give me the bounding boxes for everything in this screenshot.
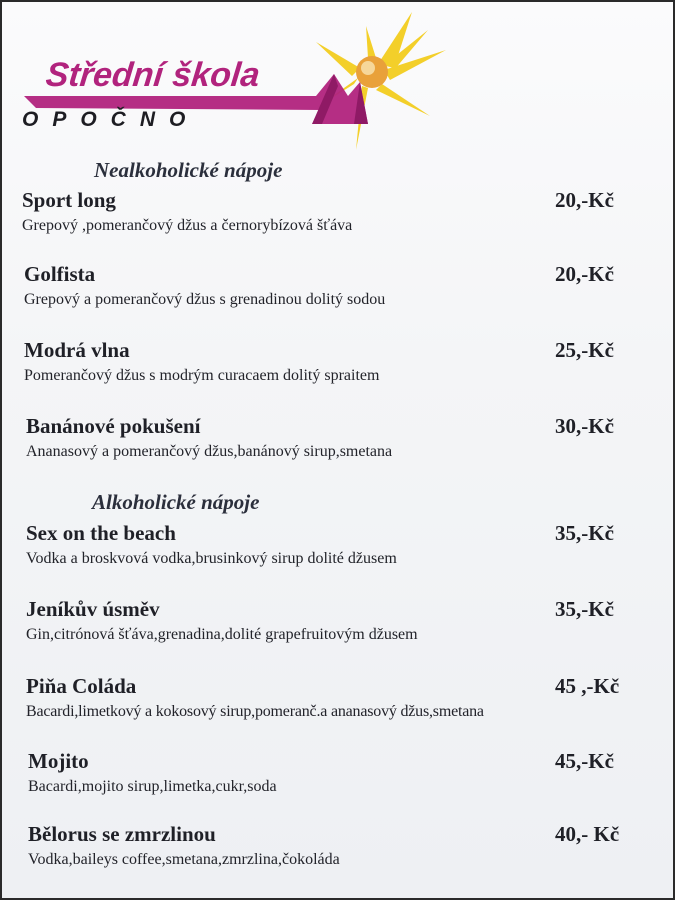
item-price: 40,- Kč bbox=[555, 822, 620, 846]
menu-item bbox=[2, 338, 675, 398]
item-price: 20,-Kč bbox=[555, 188, 614, 212]
item-name: Bělorus se zmrzlinou bbox=[28, 822, 216, 846]
item-description: Pomerančový džus s modrým curacaem dolitý spraitem bbox=[24, 367, 380, 384]
item-name: Banánové pokušení bbox=[26, 414, 201, 438]
menu-item bbox=[2, 262, 675, 322]
item-name: Piňa Coláda bbox=[26, 674, 137, 698]
menu-item bbox=[2, 597, 675, 657]
item-name: Mojito bbox=[28, 749, 89, 773]
section-title-nonalcoholic: Nealkoholické nápoje bbox=[94, 158, 283, 182]
item-description: Grepový ,pomerančový džus a černorybízová šťáva bbox=[22, 217, 353, 234]
item-name: Sex on the beach bbox=[26, 521, 176, 545]
item-description: Vodka a broskvová vodka,brusinkový sirup dolité džusem bbox=[26, 550, 397, 567]
menu-item bbox=[2, 414, 675, 474]
item-description: Gin,citrónová šťáva,grenadina,dolité grapefruitovým džusem bbox=[26, 626, 418, 643]
item-price: 20,-Kč bbox=[555, 262, 614, 286]
item-price: 35,-Kč bbox=[555, 521, 614, 545]
item-description: Bacardi,mojito sirup,limetka,cukr,soda bbox=[28, 778, 277, 795]
menu-item bbox=[2, 749, 675, 809]
menu-item bbox=[2, 674, 675, 734]
item-price: 35,-Kč bbox=[555, 597, 614, 621]
logo-subtitle: OPOČNO bbox=[22, 108, 200, 131]
menu-item bbox=[2, 521, 675, 581]
item-price: 30,-Kč bbox=[555, 414, 614, 438]
logo-title: Střední škola bbox=[44, 56, 262, 94]
school-logo bbox=[16, 12, 456, 157]
item-price: 25,-Kč bbox=[555, 338, 614, 362]
item-description: Bacardi,limetkový a kokosový sirup,pomeranč.a ananasový džus,smetana bbox=[26, 703, 484, 720]
item-description: Ananasový a pomerančový džus,banánový sirup,smetana bbox=[26, 443, 393, 460]
menu-item bbox=[2, 822, 675, 882]
section-title-alcoholic: Alkoholické nápoje bbox=[92, 490, 260, 514]
item-description: Grepový a pomerančový džus s grenadinou dolitý sodou bbox=[24, 291, 386, 308]
item-name: Modrá vlna bbox=[24, 338, 130, 362]
item-description: Vodka,baileys coffee,smetana,zmrzlina,čokoláda bbox=[28, 851, 340, 868]
item-name: Golfista bbox=[24, 262, 96, 286]
item-name: Sport long bbox=[22, 188, 116, 212]
menu-item bbox=[2, 188, 675, 248]
item-name: Jeníkův úsměv bbox=[26, 597, 160, 621]
item-price: 45,-Kč bbox=[555, 749, 614, 773]
item-price: 45 ,-Kč bbox=[555, 674, 620, 698]
